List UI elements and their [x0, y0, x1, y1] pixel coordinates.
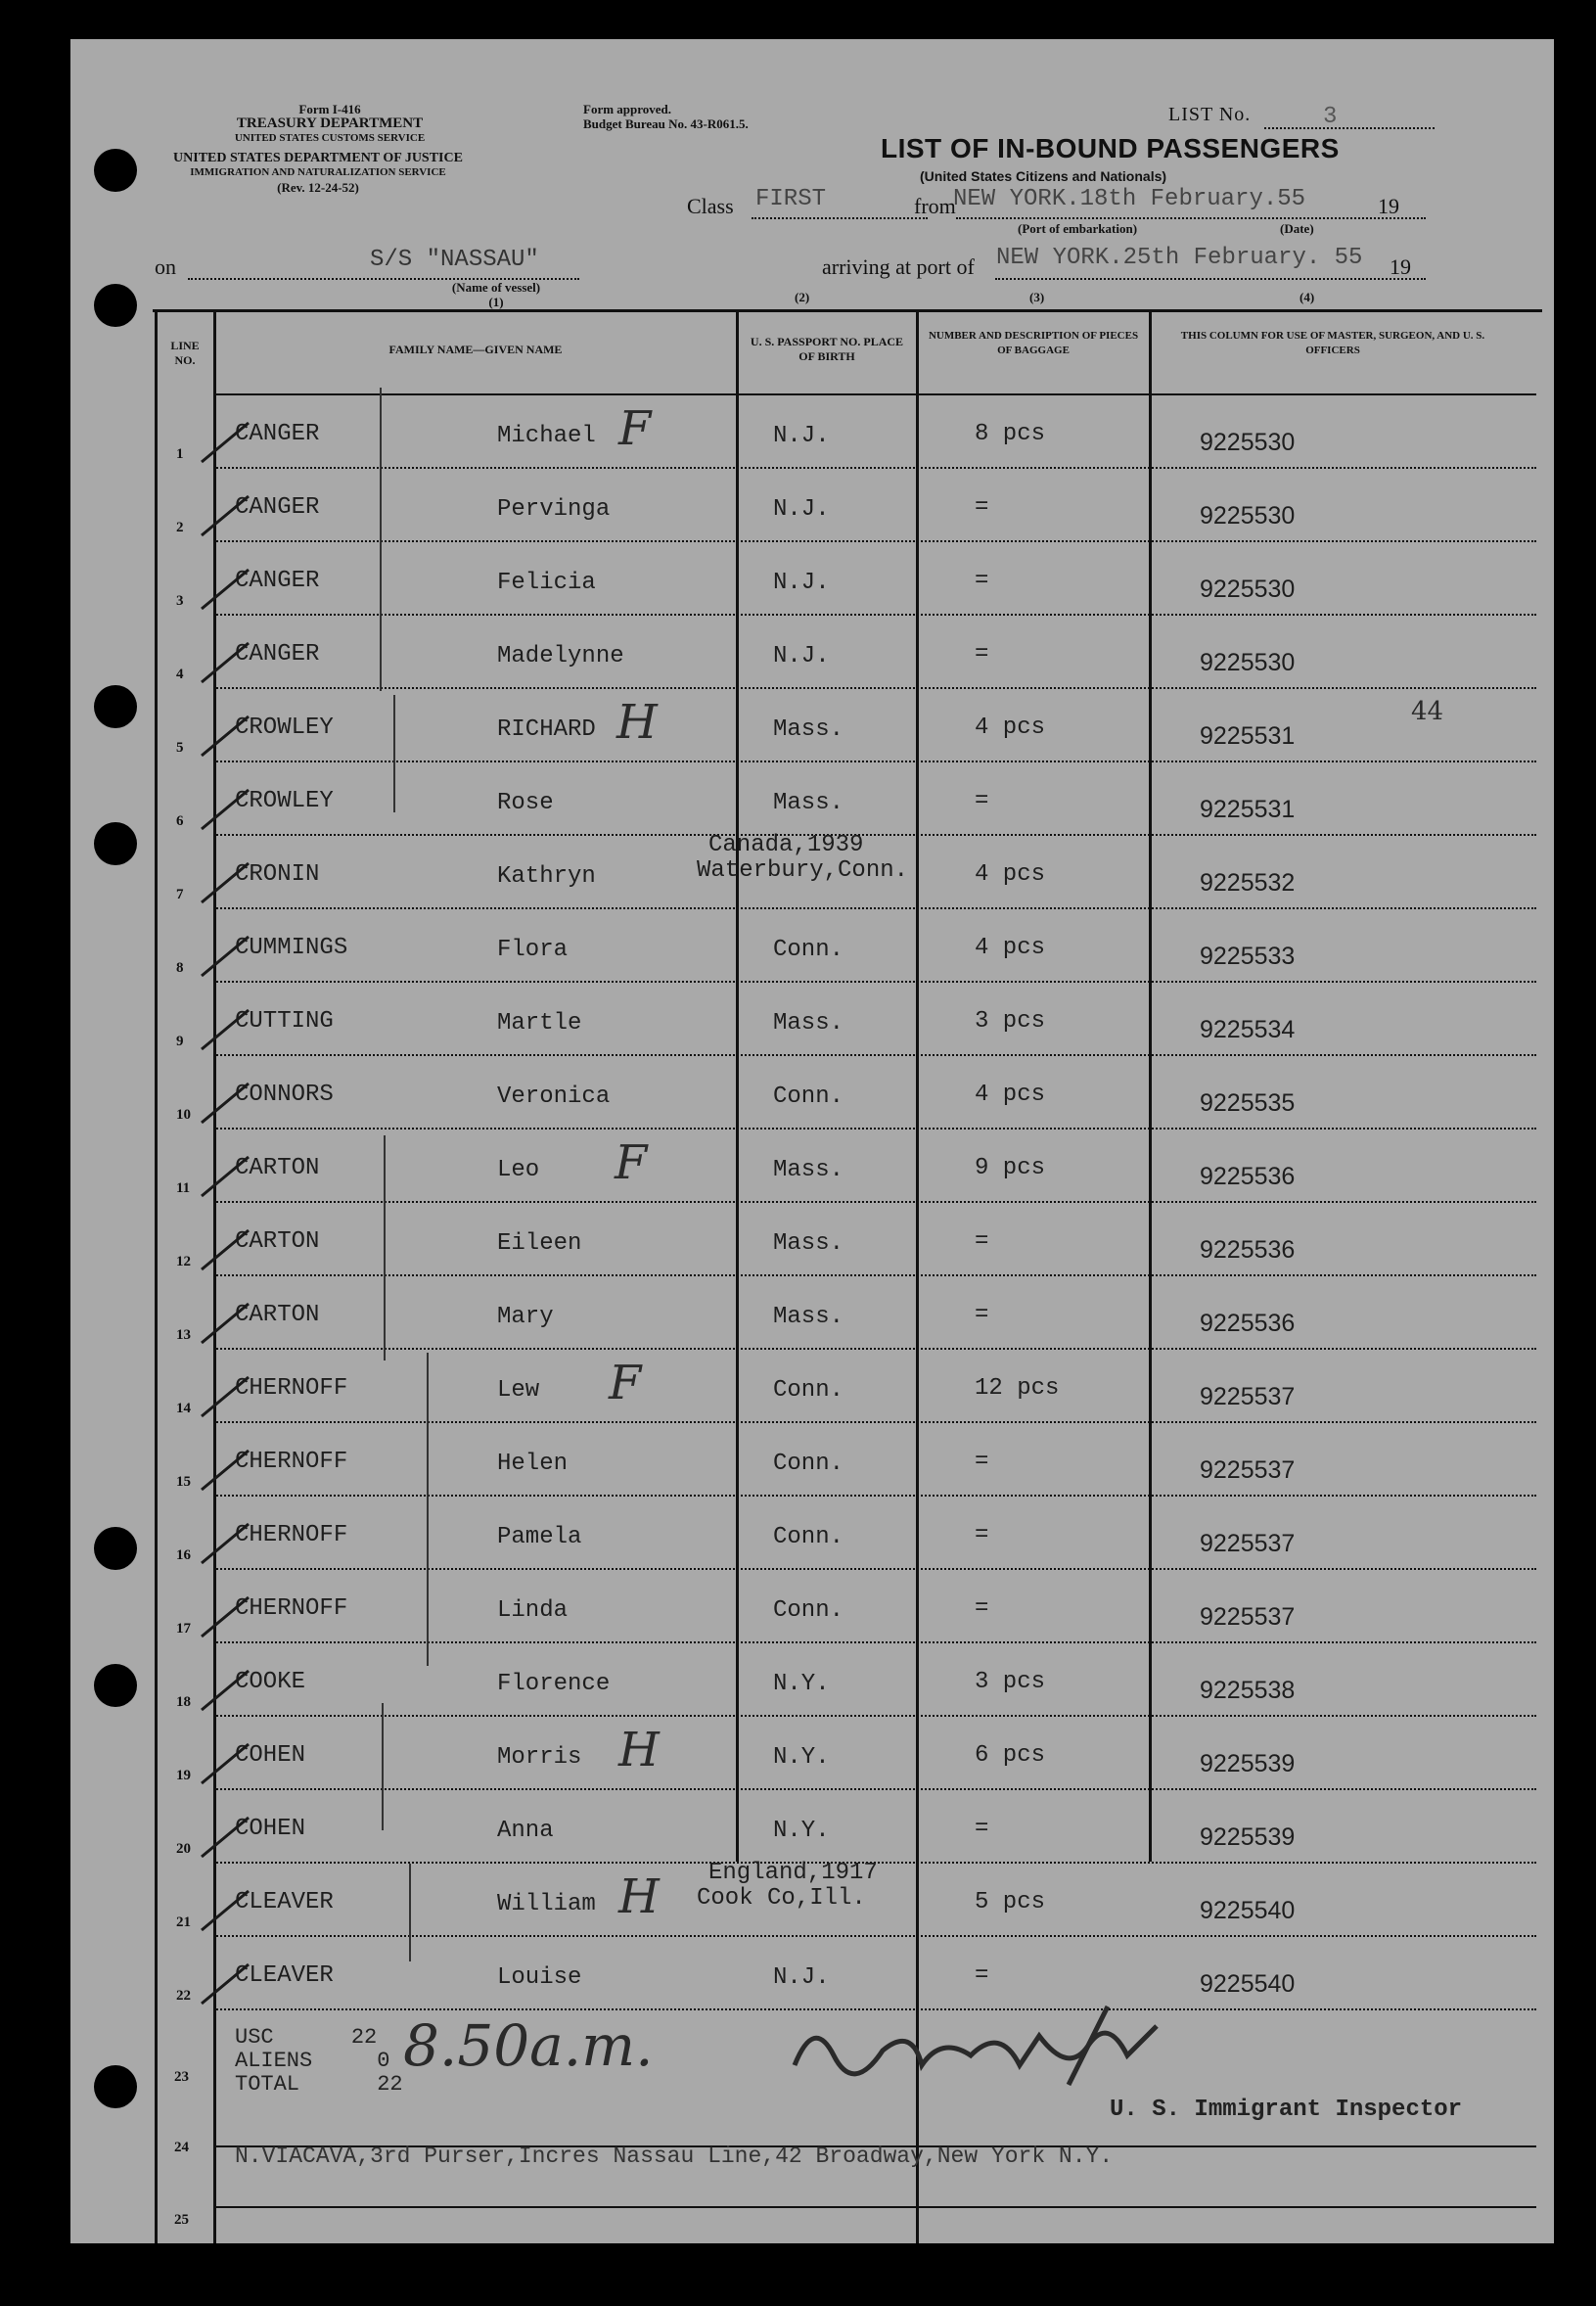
row-rule — [213, 1421, 1536, 1423]
baggage: 5 pcs — [975, 1889, 1046, 1915]
line-number: 4 — [176, 667, 184, 682]
line-number: 11 — [176, 1180, 191, 1196]
family-name: CARTON — [235, 1155, 320, 1181]
family-name: CANGER — [235, 421, 320, 447]
list-number-value: 3 — [1323, 104, 1338, 130]
place-of-birth: Conn. — [773, 1524, 844, 1550]
vessel-column-number: (1) — [488, 295, 504, 309]
officer-number: 9225537 — [1200, 1383, 1296, 1410]
usc-value: 22 — [350, 2025, 378, 2050]
line-number: 6 — [176, 813, 184, 829]
line-number: 5 — [176, 740, 184, 756]
given-name: Michael — [497, 423, 596, 449]
check-mark-icon — [194, 488, 272, 547]
check-mark-icon — [194, 1443, 272, 1501]
total-value: 22 — [377, 2072, 403, 2097]
family-name: CARTON — [235, 1302, 320, 1328]
check-mark-icon — [194, 1810, 272, 1868]
year-label: 19 — [1378, 194, 1399, 218]
line-number: 12 — [176, 1254, 191, 1269]
class-value: FIRST — [755, 186, 827, 212]
punch-hole — [94, 685, 137, 728]
baggage: 12 pcs — [975, 1375, 1060, 1402]
check-mark-icon — [194, 1590, 272, 1648]
place-of-birth-line2: Waterbury,Conn. — [697, 857, 909, 884]
justice-header — [157, 151, 479, 195]
row-rule — [213, 1495, 1536, 1497]
given-name: RICHARD — [497, 716, 596, 743]
baggage: = — [975, 788, 989, 814]
place-of-birth: N.J. — [773, 496, 830, 523]
officer-number: 9225535 — [1200, 1089, 1296, 1117]
given-name: Eileen — [497, 1230, 582, 1257]
family-bracket — [393, 695, 395, 812]
place-of-birth: N.Y. — [773, 1671, 830, 1697]
row-5-annotation: 44 — [1411, 697, 1444, 726]
form-number: Form I-416 — [298, 102, 361, 116]
aliens-value: 0 — [377, 2049, 390, 2073]
baggage: 8 pcs — [975, 421, 1046, 447]
given-name: Felicia — [497, 570, 596, 596]
line-number: 14 — [176, 1401, 191, 1416]
check-mark-icon — [194, 929, 272, 988]
place-of-birth: Mass. — [773, 1010, 844, 1037]
family-bracket — [427, 1353, 429, 1666]
row-rule — [213, 540, 1536, 542]
given-name: Kathryn — [497, 863, 596, 890]
baggage: 9 pcs — [975, 1155, 1046, 1181]
officer-number: 9225537 — [1200, 1603, 1296, 1631]
family-name: CANGER — [235, 494, 320, 521]
given-name: Pervinga — [497, 496, 611, 523]
handwritten-mark: H — [618, 1869, 660, 1924]
baggage: = — [975, 641, 989, 668]
row-rule — [213, 1641, 1536, 1643]
check-mark-icon — [194, 1883, 272, 1942]
arriving-label: arriving at port of — [822, 254, 975, 279]
family-name: COHEN — [235, 1816, 306, 1842]
family-name: CUMMINGS — [235, 935, 348, 961]
punch-hole — [94, 284, 137, 327]
row-rule — [213, 687, 1536, 689]
baggage: = — [975, 494, 989, 521]
family-name: CARTON — [235, 1228, 320, 1255]
family-name: CROWLEY — [235, 715, 334, 741]
place-of-birth: N.J. — [773, 1964, 830, 1991]
row-24-border — [213, 2206, 1536, 2208]
baggage: = — [975, 1449, 989, 1475]
given-name: Mary — [497, 1304, 554, 1330]
row-rule — [213, 1054, 1536, 1056]
place-of-birth: N.J. — [773, 423, 830, 449]
col-header-name: FAMILY NAME—GIVEN NAME — [388, 343, 563, 356]
line-number: 13 — [176, 1327, 191, 1343]
baggage: 4 pcs — [975, 935, 1046, 961]
form-approved — [583, 102, 749, 131]
column-number-3: (3) — [1029, 290, 1045, 304]
line-number: 8 — [176, 960, 184, 976]
document-sheet — [70, 39, 1554, 2243]
check-mark-icon — [194, 1296, 272, 1355]
date-caption: (Date) — [1280, 221, 1314, 236]
place-of-birth: Conn. — [773, 1597, 844, 1624]
vessel-value: S/S "NASSAU" — [370, 247, 539, 273]
purser-line: N.VIACAVA,3rd Purser,Incres Nassau Line,42 Broadway,New York N.Y. — [235, 2144, 1114, 2169]
inspector-signature — [775, 1997, 1186, 2104]
line-number: 7 — [176, 887, 184, 902]
officer-number: 9225538 — [1200, 1677, 1296, 1704]
given-name: Martle — [497, 1010, 582, 1037]
year-label-2: 19 — [1390, 254, 1411, 279]
check-mark-icon — [194, 1957, 272, 2015]
check-mark-icon — [194, 1002, 272, 1061]
punch-hole — [94, 1664, 137, 1707]
col-header-officers: THIS COLUMN FOR USE OF MASTER, SURGEON, AND U. S. OFFICERS — [1180, 330, 1485, 356]
given-name: Madelynne — [497, 643, 624, 669]
line-number: 9 — [176, 1034, 184, 1049]
place-of-birth: Conn. — [773, 937, 844, 963]
place-of-birth: Mass. — [773, 716, 844, 743]
handwritten-mark: F — [609, 1356, 642, 1410]
officer-number: 9225540 — [1200, 1897, 1296, 1924]
row-rule — [213, 761, 1536, 762]
row-rule — [213, 1568, 1536, 1570]
baggage: 3 pcs — [975, 1008, 1046, 1035]
family-name: CUTTING — [235, 1008, 334, 1035]
baggage: = — [975, 568, 989, 594]
punch-hole — [94, 149, 137, 192]
handwritten-mark: H — [616, 695, 658, 750]
check-mark-icon — [194, 709, 272, 767]
row-rule — [213, 834, 1536, 836]
handwritten-mark: F — [618, 401, 652, 456]
usc-label: USC — [235, 2025, 274, 2050]
check-mark-icon — [194, 1076, 272, 1134]
check-mark-icon — [194, 635, 272, 694]
treasury-dept: TREASURY DEPARTMENT — [236, 115, 424, 131]
line-number-23: 23 — [174, 2069, 189, 2085]
officer-number: 9225530 — [1200, 649, 1296, 676]
officer-number: 9225533 — [1200, 943, 1296, 970]
line-number: 10 — [176, 1107, 191, 1123]
check-mark-icon — [194, 415, 272, 474]
row-rule — [213, 614, 1536, 616]
total-label: TOTAL — [235, 2072, 300, 2097]
given-name: Louise — [497, 1964, 582, 1991]
place-of-birth: Conn. — [773, 1377, 844, 1404]
check-mark-icon — [194, 1516, 272, 1575]
row-rule — [213, 1935, 1536, 1937]
family-name: CRONIN — [235, 861, 320, 888]
col-header-line-no: LINE NO. — [170, 339, 200, 367]
check-mark-icon — [194, 1149, 272, 1208]
check-mark-icon — [194, 855, 272, 914]
officer-number: 9225536 — [1200, 1163, 1296, 1190]
total-row — [235, 2073, 403, 2097]
table-left-border — [155, 309, 158, 2243]
family-bracket — [382, 1703, 384, 1830]
col-header-passport: U. S. PASSPORT NO. PLACE OF BIRTH — [750, 335, 904, 363]
place-of-birth: Mass. — [773, 1230, 844, 1257]
arriving-value: NEW YORK.25th February. 55 — [996, 245, 1363, 271]
place-of-birth: N.Y. — [773, 1818, 830, 1844]
officer-number: 9225530 — [1200, 429, 1296, 456]
baggage: = — [975, 1595, 989, 1622]
given-name: Veronica — [497, 1084, 611, 1110]
ins-service: IMMIGRATION AND NATURALIZATION SERVICE — [190, 166, 446, 178]
check-mark-icon — [194, 1369, 272, 1428]
column-number-2: (2) — [795, 290, 810, 304]
place-of-birth: Mass. — [773, 1304, 844, 1330]
given-name: Linda — [497, 1597, 569, 1624]
line-number: 21 — [176, 1914, 191, 1930]
given-name: Pamela — [497, 1524, 582, 1550]
family-name: CANGER — [235, 568, 320, 594]
given-name: Helen — [497, 1451, 569, 1477]
family-name: CHERNOFF — [235, 1595, 348, 1622]
handwritten-mark: H — [618, 1723, 660, 1777]
place-of-birth: Mass. — [773, 790, 844, 816]
check-mark-icon — [194, 562, 272, 621]
port-embark-caption: (Port of embarkation) — [1018, 221, 1138, 236]
line-number: 2 — [176, 520, 184, 535]
officer-number: 9225537 — [1200, 1456, 1296, 1484]
officer-number: 9225530 — [1200, 576, 1296, 603]
vessel-caption — [423, 280, 570, 309]
row-rule — [213, 1788, 1536, 1790]
officer-number: 9225531 — [1200, 796, 1296, 823]
col-header-baggage: NUMBER AND DESCRIPTION OF PIECES OF BAGGAGE — [928, 330, 1139, 356]
from-label: from — [914, 194, 956, 218]
aliens-label: ALIENS — [235, 2049, 313, 2073]
arrival-time-handwritten: 8.50a.m. — [403, 2012, 654, 2079]
baggage: 4 pcs — [975, 861, 1046, 888]
baggage: = — [975, 1962, 989, 1989]
table-top-border — [153, 309, 1542, 312]
officer-number: 9225530 — [1200, 502, 1296, 530]
line-number: 19 — [176, 1768, 191, 1783]
baggage: 6 pcs — [975, 1742, 1046, 1769]
budget-bureau: Budget Bureau No. 43-R061.5. — [583, 116, 749, 131]
check-mark-icon — [194, 1663, 272, 1722]
line-number: 15 — [176, 1474, 191, 1490]
line-number: 20 — [176, 1841, 191, 1857]
from-value: NEW YORK.18th February.55 — [953, 186, 1306, 212]
revision: (Rev. 12-24-52) — [277, 180, 359, 195]
family-name: CLEAVER — [235, 1962, 334, 1989]
given-name: Rose — [497, 790, 554, 816]
family-bracket — [409, 1864, 411, 1961]
family-name: COOKE — [235, 1669, 306, 1695]
divider-passport-col — [916, 309, 919, 2243]
given-name: Morris — [497, 1744, 582, 1771]
family-name: CROWLEY — [235, 788, 334, 814]
check-mark-icon — [194, 1222, 272, 1281]
page-subtitle: (United States Citizens and Nationals) — [920, 168, 1167, 184]
customs-service: UNITED STATES CUSTOMS SERVICE — [234, 132, 426, 144]
baggage: 4 pcs — [975, 1082, 1046, 1108]
family-name: CHERNOFF — [235, 1522, 348, 1548]
row-rule — [213, 1128, 1536, 1130]
inspector-title: U. S. Immigrant Inspector — [1110, 2097, 1463, 2123]
place-of-birth: Canada,1939 — [708, 832, 864, 858]
family-name: CLEAVER — [235, 1889, 334, 1915]
family-name: CHERNOFF — [235, 1449, 348, 1475]
from-line — [956, 217, 1426, 219]
class-line — [752, 217, 928, 219]
punch-hole — [94, 2065, 137, 2108]
place-of-birth: N.Y. — [773, 1744, 830, 1771]
baggage: = — [975, 1302, 989, 1328]
row-rule — [213, 1348, 1536, 1350]
line-number-24: 24 — [174, 2140, 189, 2155]
line-number: 16 — [176, 1547, 191, 1563]
row-rule — [213, 1201, 1536, 1203]
place-of-birth: Mass. — [773, 1157, 844, 1183]
totals-block — [235, 2026, 403, 2097]
baggage: = — [975, 1228, 989, 1255]
place-of-birth: N.J. — [773, 643, 830, 669]
approved-label: Form approved. — [583, 102, 672, 116]
check-mark-icon — [194, 782, 272, 841]
list-number-line — [1264, 127, 1435, 129]
given-name: Flora — [497, 937, 569, 963]
line-number: 18 — [176, 1694, 191, 1710]
place-of-birth: N.J. — [773, 570, 830, 596]
family-bracket — [384, 1135, 386, 1361]
place-of-birth: Conn. — [773, 1451, 844, 1477]
line-number: 22 — [176, 1988, 191, 2004]
arriving-line — [995, 278, 1426, 280]
class-label: Class — [687, 194, 734, 218]
on-label: on — [155, 254, 176, 279]
officer-number: 9225539 — [1200, 1750, 1296, 1777]
officer-number: 9225532 — [1200, 869, 1296, 897]
line-number: 17 — [176, 1621, 191, 1637]
given-name: Leo — [497, 1157, 540, 1183]
punch-hole — [94, 822, 137, 865]
officer-number: 9225536 — [1200, 1310, 1296, 1337]
officer-number: 9225536 — [1200, 1236, 1296, 1264]
page-title: LIST OF IN-BOUND PASSENGERS — [881, 133, 1340, 163]
header-bottom-border — [213, 393, 1536, 395]
line-number: 3 — [176, 593, 184, 609]
baggage: = — [975, 1522, 989, 1548]
given-name: Lew — [497, 1377, 540, 1404]
family-bracket — [380, 388, 382, 691]
column-number-4: (4) — [1300, 290, 1315, 304]
check-mark-icon — [194, 1736, 272, 1795]
aliens-row — [235, 2050, 403, 2073]
vessel-caption-text: (Name of vessel) — [451, 280, 541, 295]
row-rule — [213, 907, 1536, 909]
baggage: = — [975, 1816, 989, 1842]
row-rule — [213, 467, 1536, 469]
given-name: Florence — [497, 1671, 611, 1697]
family-name: COHEN — [235, 1742, 306, 1769]
family-name: CHERNOFF — [235, 1375, 348, 1402]
given-name: Anna — [497, 1818, 554, 1844]
place-of-birth-line2: Cook Co,Ill. — [697, 1885, 866, 1912]
baggage: 3 pcs — [975, 1669, 1046, 1695]
handwritten-mark: F — [615, 1135, 648, 1190]
place-of-birth: Conn. — [773, 1084, 844, 1110]
line-number-25: 25 — [174, 2212, 189, 2228]
usc-row — [235, 2026, 403, 2050]
given-name: William — [497, 1891, 596, 1917]
place-of-birth: England,1917 — [708, 1860, 878, 1886]
line-number: 1 — [176, 446, 184, 462]
form-header-left — [207, 102, 452, 146]
family-name: CONNORS — [235, 1082, 334, 1108]
row-rule — [213, 1715, 1536, 1717]
officer-number: 9225540 — [1200, 1970, 1296, 1998]
list-number-label: LIST No. — [1168, 104, 1252, 125]
officer-number: 9225534 — [1200, 1016, 1296, 1043]
row-rule — [213, 981, 1536, 983]
baggage: 4 pcs — [975, 715, 1046, 741]
family-name: CANGER — [235, 641, 320, 668]
punch-hole — [94, 1527, 137, 1570]
officer-number: 9225537 — [1200, 1530, 1296, 1557]
justice-dept: UNITED STATES DEPARTMENT OF JUSTICE — [173, 151, 463, 165]
row-rule — [213, 1274, 1536, 1276]
officer-number: 9225531 — [1200, 722, 1296, 750]
officer-number: 9225539 — [1200, 1823, 1296, 1851]
